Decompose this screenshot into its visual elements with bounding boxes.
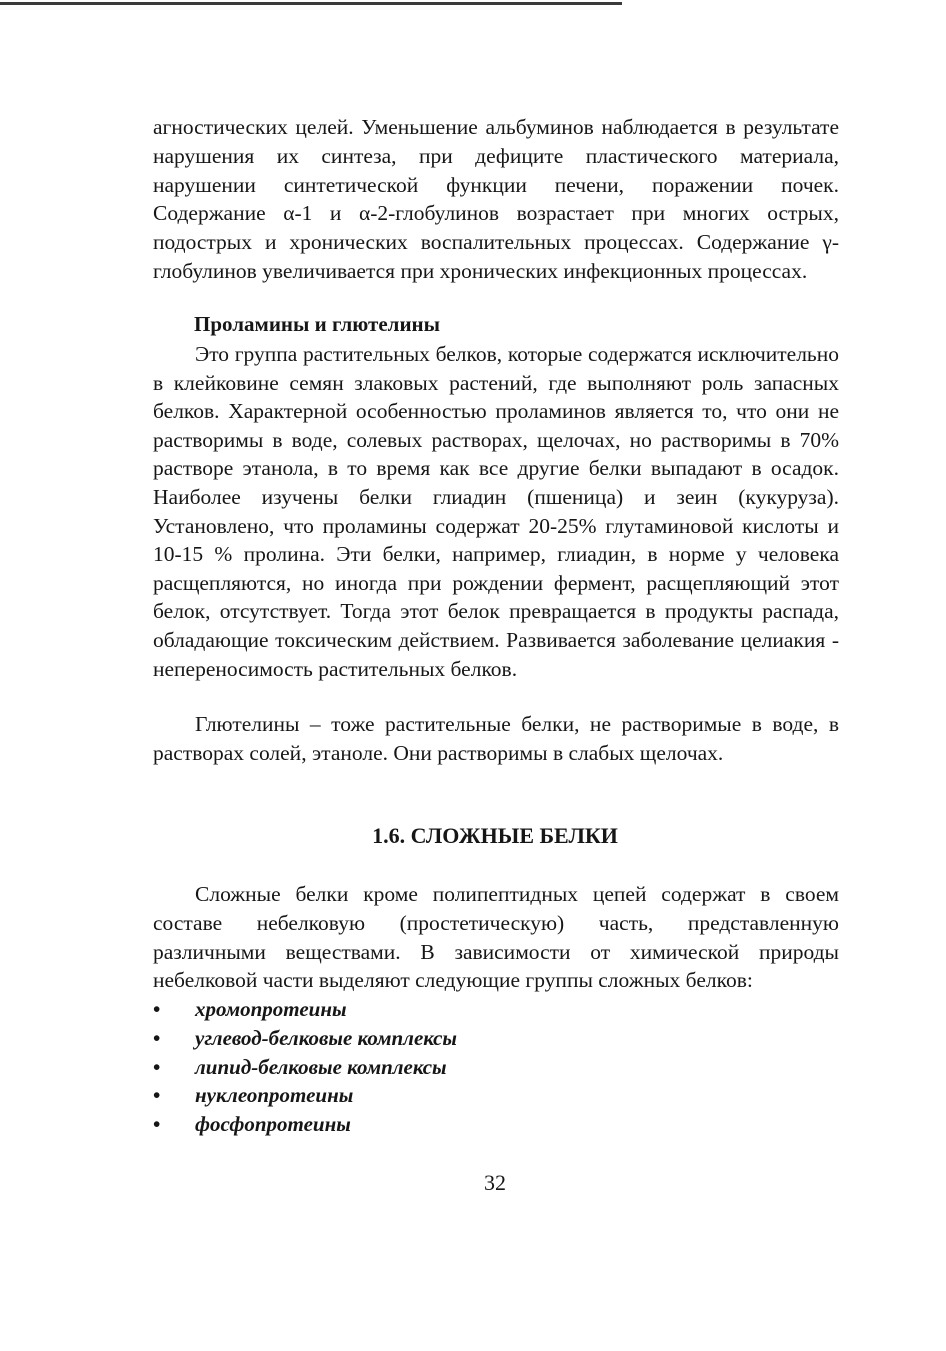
bullet-icon: • <box>153 1083 161 1108</box>
top-rule <box>0 2 622 5</box>
intro-paragraph-block <box>153 113 839 286</box>
glutelins-paragraph-block <box>153 710 839 767</box>
intro-paragraph: агностических целей. Уменьшение альбуминов наблюдается в результате нарушения их синтеза, при дефиците пластического материала, нарушении синтетической функции печени, поражении почек. Содержание α-1 и α-2-глобулинов возрастает при многих острых, подострых и хронических воспалительных процессах. Содержание γ-глобулинов увеличивается при хронических инфекционных процессах. <box>153 115 839 283</box>
prolamins-paragraph-block <box>153 340 839 683</box>
list-item-label: углевод-белковые комплексы <box>195 1025 457 1050</box>
chapter-heading: 1.6. СЛОЖНЫЕ БЕЛКИ <box>372 823 618 848</box>
glutelins-paragraph: Глютелины – тоже растительные белки, не растворимые в воде, в растворах солей, этаноле. Они растворимы в слабых щелочах. <box>153 712 839 765</box>
complex-proteins-paragraph: Сложные белки кроме полипептидных цепей содержат в своем составе небелковую (простетическую) часть, представленную различными веществами. В зависимости от химической природы небелковой части выделяют следующие группы сложных белков: <box>153 882 839 993</box>
bullet-icon: • <box>153 1054 161 1079</box>
list-item <box>153 1053 457 1082</box>
list-item <box>153 1110 457 1139</box>
complex-proteins-paragraph-block <box>153 880 839 995</box>
list-item-label: нуклеопротеины <box>195 1083 354 1108</box>
list-item-label: липид-белковые комплексы <box>195 1054 447 1079</box>
bullet-icon: • <box>153 997 161 1021</box>
list-item <box>153 995 457 1024</box>
list-item <box>153 1024 457 1053</box>
bullet-icon: • <box>153 1025 161 1050</box>
list-item <box>153 1081 457 1110</box>
bullet-icon: • <box>153 1112 161 1137</box>
list-item-label: фосфопротеины <box>195 1112 351 1137</box>
list-item-label: хромопротеины <box>195 997 347 1021</box>
protein-group-list <box>153 995 457 1139</box>
prolamins-paragraph: Это группа растительных белков, которые содержатся исключительно в клейковине семян злаковых растений, где выполняют роль запасных белков. Характерной особенностью проламинов является то, что они не растворимы в воде, солевых растворах, щелочах, но растворимы в 70% растворе этанола, в то время как все другие белки выпадают в осадок. Наиболее изучены белки глиадин (пшеница) и зеин (кукуруза). Установлено, что проламины содержат 20-25% глутаминовой кислоты и 10-15 % пролина. Эти белки, например, глиадин, в норме у человека расщепляются, но иногда при рождении фермент, расщепляющий этот белок, отсутствует. Тогда этот белок превращается в продукты распада, обладающие токсическим действием. Развивается заболевание целиакия - непереносимость растительных белков. <box>153 342 839 681</box>
section-heading-prolamins: Проламины и глютелины <box>194 312 441 336</box>
page-number: 32 <box>484 1170 506 1195</box>
